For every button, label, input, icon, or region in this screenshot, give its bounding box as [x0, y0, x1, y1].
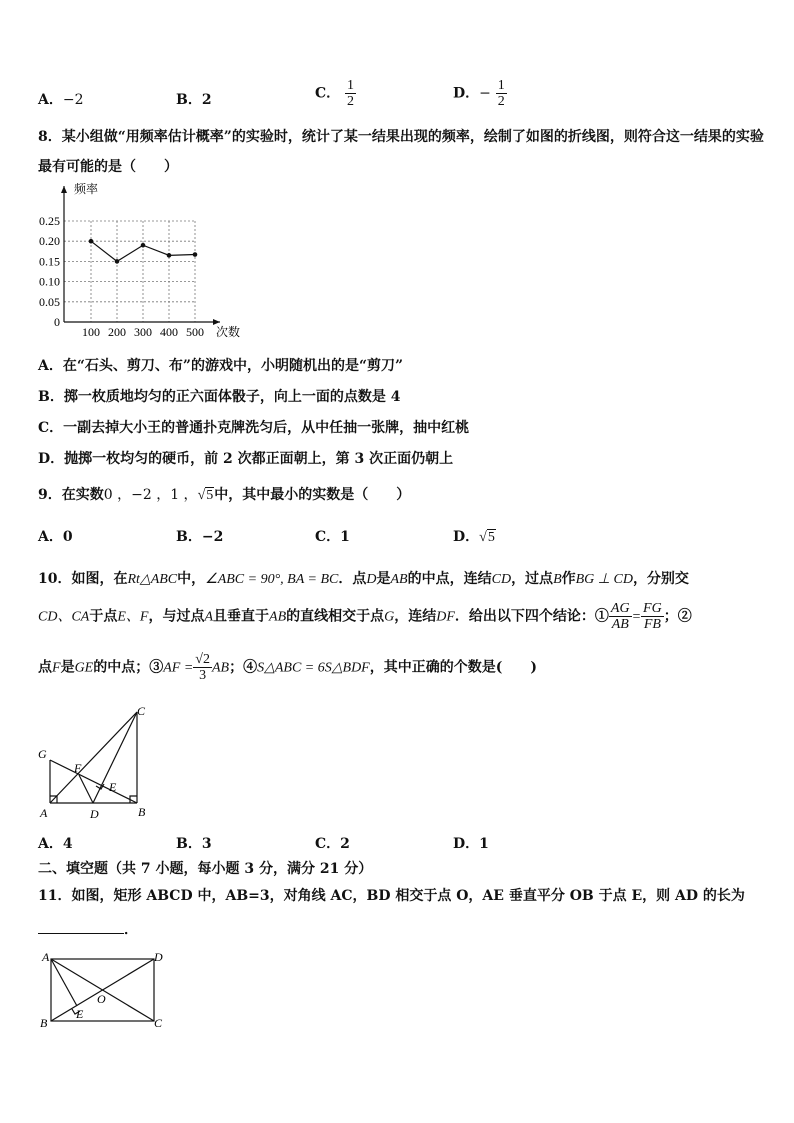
- q8-stem-line1: 8．某小组做“用频率估计概率”的实验时，统计了某一结果出现的频率，绘制了如图的折线图，则符合这一结果的实验: [38, 129, 764, 145]
- data-point: [193, 252, 198, 257]
- chart-ylabel: 频率: [74, 182, 99, 196]
- label-E: E: [109, 780, 117, 794]
- q10-option-c: C．2: [315, 836, 350, 852]
- y-tick-label: 0.15: [39, 254, 60, 269]
- y-axis-arrow: [61, 186, 67, 193]
- label-D: D: [90, 807, 99, 821]
- q10-option-a: A．4: [38, 836, 73, 852]
- y-tick-label: 0.25: [39, 214, 60, 228]
- x-tick-label: 400: [160, 325, 178, 339]
- q10-stem-line2: CD、CA于点E、F，与过点A且垂直于AB的直线相交于点G，连结DF．给出以下四个结论：① $\frac{AG}{AB}$ = $\frac{FG}{FB}$ ；②: [38, 601, 692, 632]
- data-point: [89, 239, 94, 244]
- q9-option-d: D．√5: [453, 529, 495, 545]
- fraction: $\frac{1}{2}$: [347, 78, 355, 109]
- data-point: [115, 259, 120, 264]
- label-A: A: [40, 806, 48, 820]
- q11-rectangle-figure: [36, 948, 168, 1032]
- y-tick-label: 0: [54, 315, 60, 329]
- frequency-line-chart: [30, 178, 270, 343]
- x-tick-label: 200: [108, 325, 126, 339]
- fraction: $\frac{1}{2}$: [497, 78, 505, 109]
- label-B: B: [138, 805, 146, 819]
- q10-triangle-figure: [30, 700, 160, 825]
- q10-option-d: D．1: [453, 836, 489, 852]
- label-G: G: [38, 747, 47, 761]
- q8-option-d: D．抛掷一枚均匀的硬币，前 2 次都正面朝上，第 3 次正面仍朝上: [38, 451, 454, 467]
- label-E: E: [76, 1007, 84, 1021]
- fraction: $\frac{AG}{AB}$: [610, 601, 630, 632]
- label-C: C: [154, 1016, 163, 1030]
- label-A: A: [42, 950, 50, 964]
- q9-option-c: C．1: [315, 529, 350, 545]
- q7-option-c: C． $\frac{1}{2}$: [315, 78, 355, 109]
- q8-option-b: B．掷一枚质地均匀的正六面体骰子，向上一面的点数是 4: [38, 389, 401, 405]
- y-tick-label: 0.20: [39, 234, 60, 249]
- x-tick-label: 100: [82, 325, 100, 339]
- q8-option-c: C．一副去掉大小王的普通扑克牌洗匀后，从中任抽一张牌，抽中红桃: [38, 420, 470, 436]
- sqrt-expression: √5: [479, 530, 495, 545]
- chart-grid: [64, 221, 195, 322]
- section-heading: 二、填空题（共 7 小题，每小题 3 分，满分 21 分）: [38, 861, 373, 877]
- q10-stem-line1: 10．如图，在Rt△ABC中，∠ABC = 90°, BA = BC．点D是AB的中点，连结CD，过点B作BG ⊥ CD，分别交: [38, 571, 689, 587]
- sqrt-expression: √5: [197, 488, 214, 503]
- q7-option-a: A．−2: [38, 92, 84, 108]
- fraction: $\frac{FG}{FB}$: [643, 601, 662, 632]
- q10-stem-line3: 点F是GE的中点；③AF = $\frac{√2}{3}$ AB；④S△ABC = 6S△BDF，其中正确的个数是( ): [38, 652, 537, 683]
- x-tick-label: 300: [134, 325, 152, 339]
- fraction: $\frac{√2}{3}$: [195, 652, 210, 683]
- blank-line: [38, 923, 124, 934]
- q8-option-a: A．在“石头、剪刀、布”的游戏中，小明随机出的是“剪刀”: [38, 358, 404, 374]
- data-point: [167, 253, 172, 258]
- chart-xlabel: 次数: [216, 325, 241, 339]
- q10-option-b: B．3: [176, 836, 212, 852]
- y-tick-label: 0.05: [39, 294, 60, 309]
- q8-stem-line2: 最有可能的是（ ）: [38, 159, 178, 175]
- q9-option-b: B．−2: [176, 529, 224, 545]
- y-tick-label: 0.10: [39, 274, 60, 289]
- label-D: D: [154, 950, 163, 964]
- label-F: F: [74, 761, 82, 775]
- label-C: C: [137, 704, 146, 718]
- q7-option-b: B．2: [176, 92, 212, 108]
- x-tick-label: 500: [186, 325, 204, 339]
- q11-answer-blank: ．: [38, 919, 138, 939]
- label-B: B: [40, 1016, 48, 1030]
- q11-stem: 11．如图，矩形 ABCD 中，AB=3，对角线 AC，BD 相交于点 O，AE 垂直平分 OB 于点 E，则 AD 的长为: [38, 888, 745, 904]
- data-point: [141, 243, 146, 248]
- label-O: O: [97, 992, 106, 1006]
- q9-stem: 9．在实数0 ，−2 ，1 ，√5中，其中最小的实数是（ ）: [38, 487, 411, 503]
- q7-option-d: D．− $\frac{1}{2}$: [453, 78, 505, 109]
- q9-option-a: A．0: [38, 529, 73, 545]
